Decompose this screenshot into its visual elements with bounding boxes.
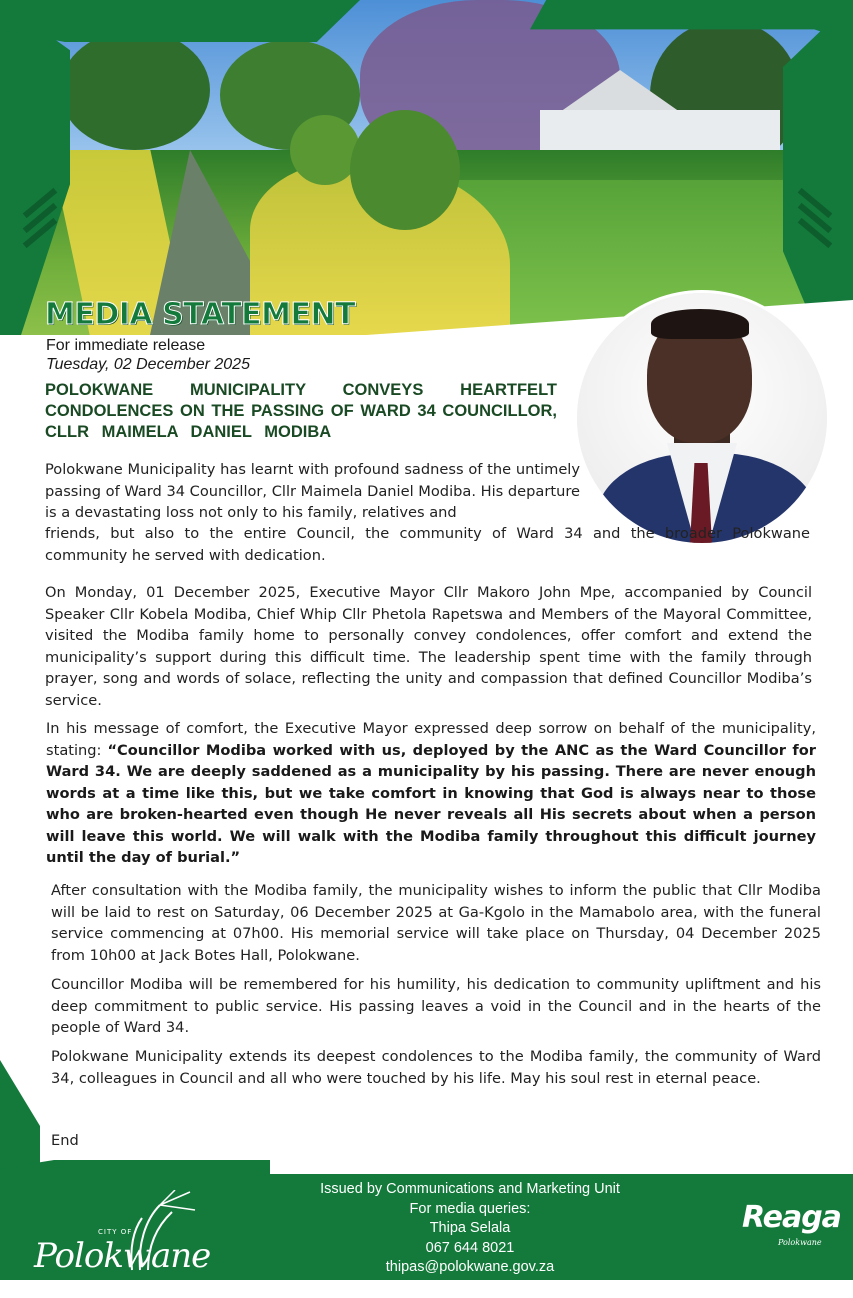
paragraph-5: Councillor Modiba will be remembered for his humility, his dedication to community upliftment and his deep commitment to public service. His passing leaves a void in the Council and in the hearts of the people of Ward 34. [51, 976, 821, 1036]
polokwane-wordmark: Polokwane [34, 1236, 211, 1276]
topiary [350, 110, 460, 230]
media-statement-title: MEDIA STATEMENT [45, 297, 356, 332]
contact-email: thipas@polokwane.gov.za [385, 1259, 555, 1275]
paragraph-1b: friends, but also to the entire Council, the community of Ward 34 and the broader Polokwane community he served with dedication. [45, 525, 810, 564]
logo-tagline: NATURALLY PROGRESSIVE [40, 1290, 163, 1298]
headline-line-2: CONDOLENCES ON THE PASSING OF WARD 34 COUNCILLOR, [45, 402, 557, 420]
reaga-sub: Polokwane [778, 1238, 822, 1247]
paragraph-2: On Monday, 01 December 2025, Executive Mayor Cllr Makoro John Mpe, accompanied by Council Speaker Cllr Kobela Modiba, Chief Whip Cllr Phetola Rapetswa and Members of the Mayoral Committee, visited the Modiba family home to personally convey condolences, offer comfort and extend the municipality’s support during this difficult time. The leadership spent time with the family through prayer, song and words of solace, reflecting the unity and compassion that defined Councillor Modiba’s service. [45, 584, 812, 709]
reaga-logo: Reaga [742, 1200, 841, 1235]
paragraph-6: Polokwane Municipality extends its deepest condolences to the Modiba family, the community of Ward 34, colleagues in Council and all who were touched by his life. May his soul rest in eternal peace. [51, 1048, 821, 1087]
tree [60, 30, 210, 150]
media-queries-label: For media queries: [409, 1200, 531, 1217]
frame-band-top-left [0, 0, 360, 42]
paragraph-3-intro: In his message of comfort, the Executive Mayor expressed deep sorrow on behalf of the municipality, stating: [46, 720, 816, 759]
paragraph-3 [46, 718, 816, 869]
footer-wedge [0, 1060, 40, 1170]
polokwane-logo [20, 1190, 211, 1298]
paragraph-4: After consultation with the Modiba family, the municipality wishes to inform the public that Cllr Modiba will be laid to rest on Saturday, 06 December 2025 at Ga-Kgolo in the Mamabolo area, with the funeral service commencing at 07h00. His memorial service will take place on Thursday, 04 December 2025 from 10h00 at Jack Botes Hall, Polokwane. [51, 882, 821, 964]
release-date: Tuesday, 02 December 2025 [46, 356, 250, 373]
release-note: For immediate release [46, 337, 206, 354]
contact-phone: 067 644 8021 [425, 1239, 515, 1256]
headline-line-3: CLLR MAIMELA DANIEL MODIBA [45, 423, 332, 441]
headline [45, 380, 557, 443]
paragraph-1a: Polokwane Municipality has learnt with profound sadness of the untimely passing of Ward 34 Councillor, Cllr Maimela Daniel Modiba. His departure is a devastating loss not only to his family, relatives and [45, 461, 580, 521]
building-roof [560, 70, 680, 112]
mayor-quote: “Councillor Modiba worked with us, deployed by the ANC as the Ward Councillor for Ward 34. We are deeply saddened as a municipality by his passing. There are never enough words at a time like this, but we take comfort in knowing that God is always near to those who are broken-hearted even though He never reveals all His secrets about when a person will leave this world. We will walk with the Modiba family throughout this difficult journey until the day of burial.” [46, 741, 816, 866]
issued-by: Issued by Communications and Marketing Unit [320, 1181, 620, 1197]
councillor-portrait [574, 290, 830, 546]
contact-name: Thipa Selala [429, 1220, 511, 1236]
footer [0, 1160, 853, 1298]
end-marker: End [51, 1132, 79, 1149]
footer-contact [280, 1180, 660, 1278]
city-of-label: CITY OF [98, 1228, 133, 1236]
headline-line-1: POLOKWANE MUNICIPALITY CONVEYS HEARTFELT [45, 381, 557, 399]
header-photo [0, 0, 853, 335]
portrait-hair [651, 309, 749, 339]
